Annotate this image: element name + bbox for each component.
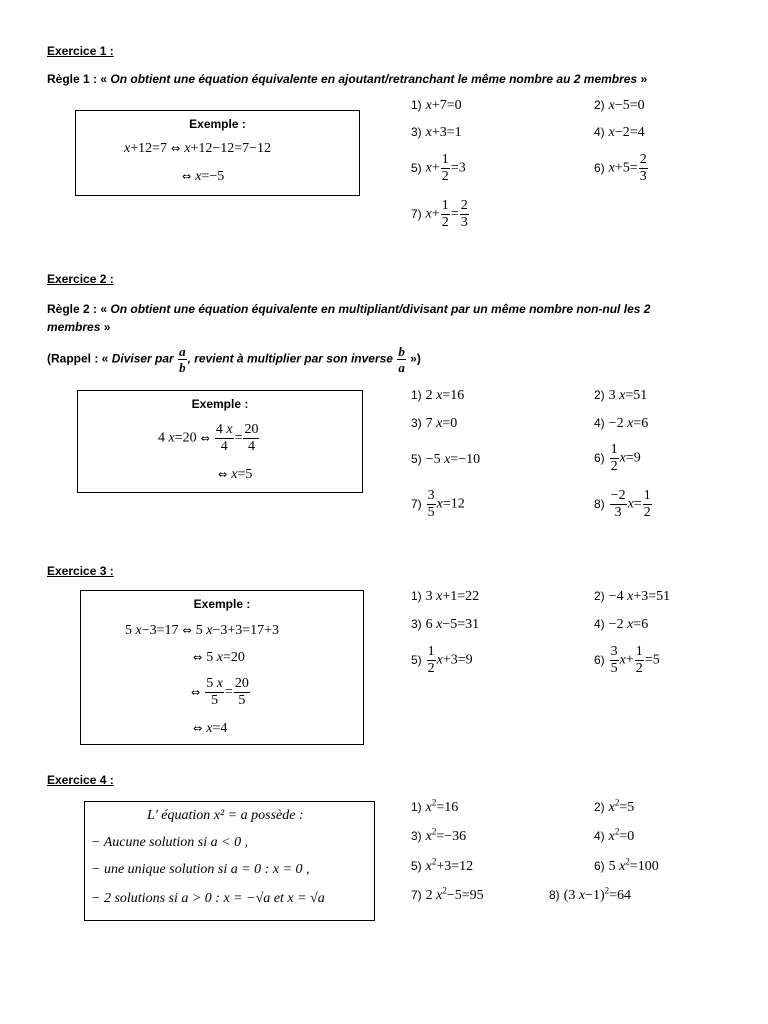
- theorem-line: − une unique solution si a = 0 : x = 0 ,: [91, 862, 310, 877]
- rule-1: Règle 1 : « On obtient une équation équivalente en ajoutant/retranchant le même nombre au 2 membres »: [47, 72, 648, 86]
- theorem-line: L' équation x² = a possède :: [147, 808, 304, 823]
- example-box-3: [80, 590, 364, 745]
- exercise-item: 4) −2 x=6: [594, 416, 649, 431]
- example-box-2: [77, 390, 363, 493]
- example-label: Exemple :: [193, 597, 251, 611]
- exercise-item: 5) $\frac{1}{2}$ x+3=9: [411, 644, 473, 676]
- exercise-item: 1) 2 x=16: [411, 388, 465, 403]
- example-line: 5 x−3=17 ⇔ 5 x−3+3=17+3: [125, 623, 280, 638]
- exercise-item: 1) $x^2=16$: [411, 797, 459, 815]
- example-box-1: [75, 110, 360, 196]
- exercise-2-title: Exercice 2 :: [47, 272, 114, 286]
- rule-2: Règle 2 : « On obtient une équation équivalente en multipliant/divisant par un même nombre non-nul les 2 membres »: [47, 302, 651, 334]
- exercise-item: 2) $x^2=5$: [594, 797, 635, 815]
- exercise-item: 6) $\frac{1}{2}$ x=9: [594, 442, 641, 474]
- exercise-item: 8) $\frac{-2}{3}$ x= $\frac{1}{2}$: [594, 488, 651, 520]
- exercise-item: 1) x+7=0: [411, 98, 462, 113]
- theorem-line: − Aucune solution si a < 0 ,: [91, 835, 249, 850]
- example-line: ⇔ x=−5: [182, 169, 225, 184]
- exercise-item: 4) $x^2=0$: [594, 826, 635, 844]
- exercise-item: 6) x+5= $\frac{2}{3}$: [594, 152, 647, 184]
- example-line: x+12=7 ⇔ x+12−12=7−12: [124, 141, 272, 156]
- exercise-item: 5) $x^2+3=12$: [411, 856, 474, 874]
- exercise-item: 7) 2 $x^2-5=95$: [411, 885, 484, 903]
- theorem-box: [84, 801, 375, 921]
- exercise-item: 6) $\frac{3}{5}$ x+ $\frac{1}{2}$ =5: [594, 644, 660, 676]
- example-line: ⇔ x=5: [218, 467, 253, 482]
- example-line: ⇔ $\frac{5 x}{5}$ = $\frac{20}{5}$: [191, 676, 249, 708]
- exercise-item: 4) x−2=4: [594, 125, 645, 140]
- exercise-item: 7) $\frac{3}{5}$ x=12: [411, 488, 465, 520]
- exercise-item: 4) −2 x=6: [594, 617, 649, 632]
- exercise-item: 5) x+ $\frac{1}{2}$ =3: [411, 152, 466, 184]
- example-line: ⇔ 5 x=20: [193, 650, 245, 665]
- example-label: Exemple :: [189, 117, 246, 131]
- exercise-4-title: Exercice 4 :: [47, 773, 114, 787]
- exercise-item: 2) x−5=0: [594, 98, 645, 113]
- exercise-item: 2) −4 x+3=51: [594, 589, 671, 604]
- theorem-line: − 2 solutions si a > 0 : x = −√a et x = √a: [91, 891, 325, 906]
- exercise-item: 3) 7 x=0: [411, 416, 458, 431]
- exercise-item: 1) 3 x+1=22: [411, 589, 480, 604]
- exercise-item: 5) −5 x=−10: [411, 452, 481, 467]
- example-line: 4 x=20 ⇔ $\frac{4 x}{4}$ = $\frac{20}{4}$: [158, 422, 259, 454]
- exercise-3-title: Exercice 3 :: [47, 564, 114, 578]
- exercise-1-title: Exercice 1 :: [47, 44, 114, 58]
- example-line: ⇔ x=4: [193, 721, 228, 736]
- exercise-item: 3) x+3=1: [411, 125, 462, 140]
- rappel: (Rappel : « Diviser par $\frac{a}{b}$ , revient à multiplier par son inverse $\frac{b}{a}$ »): [47, 344, 421, 375]
- exercise-item: 3) 6 x−5=31: [411, 617, 480, 632]
- example-label: Exemple :: [191, 397, 249, 411]
- exercise-item: 7) x+ $\frac{1}{2}$ = $\frac{2}{3}$: [411, 198, 468, 230]
- exercise-item: 6) 5 $x^2=100$: [594, 856, 659, 874]
- exercise-item: 2) 3 x=51: [594, 388, 648, 403]
- exercise-item: 3) $x^2=-36$: [411, 826, 467, 844]
- exercise-item: 8) (3 x−1)$^2$=64: [549, 885, 632, 903]
